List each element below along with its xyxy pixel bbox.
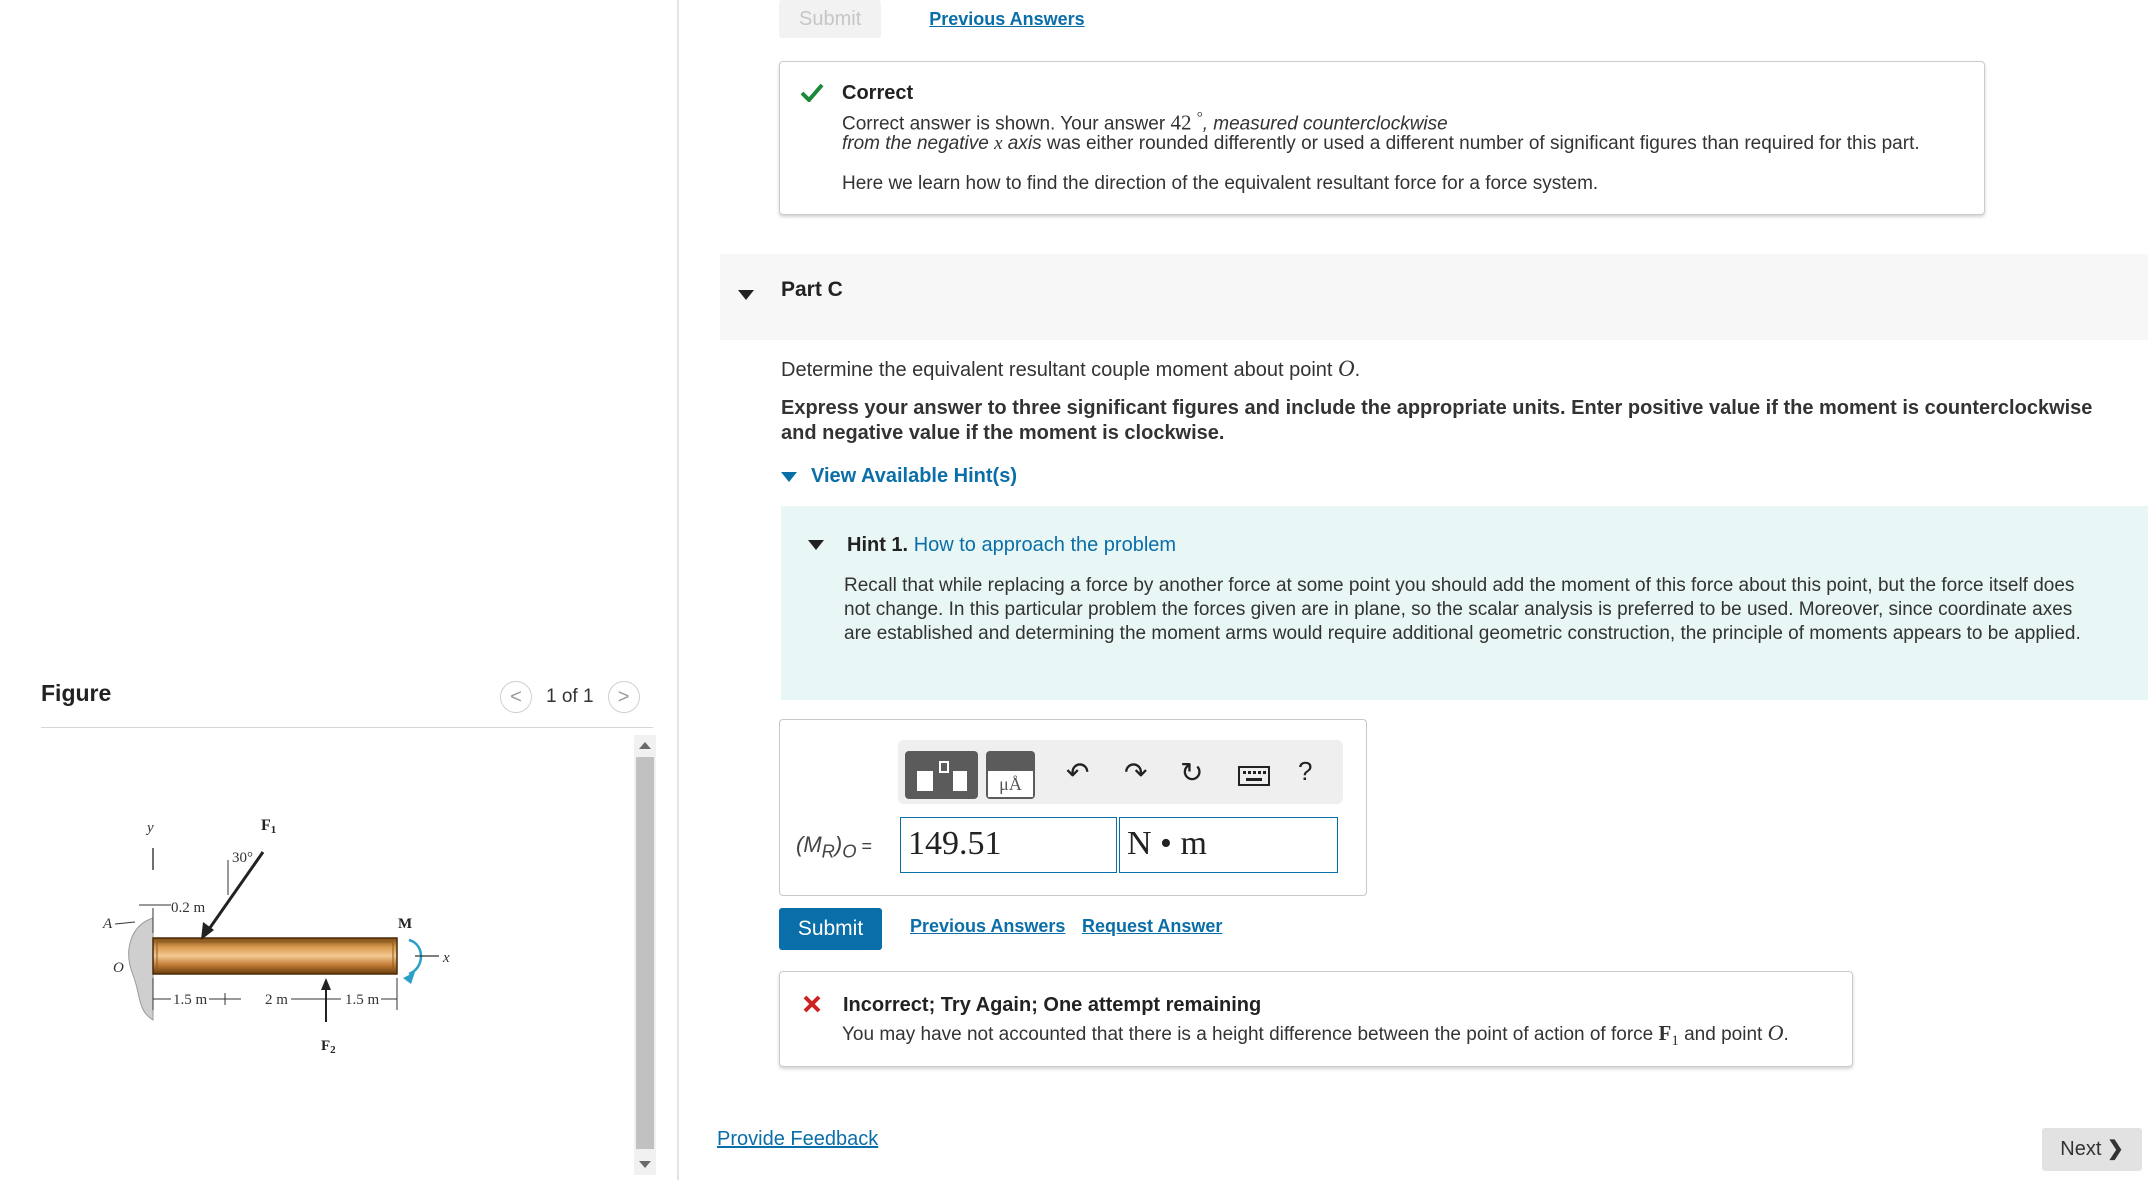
figure-page-indicator: 1 of 1 bbox=[546, 686, 594, 707]
undo-icon[interactable]: ↶ bbox=[1066, 757, 1090, 788]
moment-m-label: M bbox=[398, 916, 413, 932]
beam-figure bbox=[41, 800, 601, 1080]
dim-label-02: 0.2 m bbox=[171, 900, 206, 916]
point-a-label: A bbox=[103, 916, 113, 932]
request-answer-link[interactable]: Request Answer bbox=[1082, 916, 1223, 936]
cross-icon bbox=[802, 994, 822, 1019]
keyboard-icon[interactable] bbox=[1238, 766, 1270, 791]
help-icon[interactable]: ? bbox=[1298, 756, 1313, 786]
chevron-right-icon: ❯ bbox=[2106, 1138, 2124, 1160]
hint-title[interactable]: Hint 1. How to approach the problem bbox=[847, 534, 1177, 556]
part-c-label: Part C bbox=[781, 278, 843, 301]
answer-label: $(M_R)_O$ = bbox=[796, 832, 873, 862]
submit-button-disabled[interactable]: Submit bbox=[779, 0, 881, 38]
figure-divider bbox=[41, 727, 653, 728]
caret-down-icon bbox=[781, 472, 797, 482]
provide-feedback-link[interactable]: Provide Feedback bbox=[717, 1128, 879, 1150]
dim-label-d1: 1.5 m bbox=[173, 992, 208, 1008]
dim-label-d2: 2 m bbox=[265, 992, 288, 1008]
reset-icon[interactable]: ↻ bbox=[1180, 757, 1204, 788]
beam bbox=[153, 938, 397, 974]
scroll-down-icon[interactable] bbox=[639, 1161, 651, 1168]
correct-line3: Here we learn how to find the direction of the equivalent resultant force for a force system. bbox=[842, 173, 1599, 194]
incorrect-feedback-box bbox=[779, 971, 1853, 1067]
correct-line2: from the negative x axis was either rounded differently or used a different number of significant figures than required for this part. bbox=[842, 133, 1920, 154]
dim-label-d3: 1.5 m bbox=[345, 992, 380, 1008]
angle-label: 30° bbox=[232, 850, 253, 866]
figure-title: Figure bbox=[41, 680, 112, 706]
answer-value-input[interactable]: 149.51 bbox=[900, 817, 1117, 873]
hint-text: Recall that while replacing a force by another force at some point you should add the moment of this force about this point, but the force itself does not change. In this particular problem the forces given are in plane, so the scalar analysis is preferred to be used. Moreover, since coordinate axes are established and determining the moment arms would require additional geometric construction, the principle of moments appears to be applied. bbox=[844, 575, 2081, 644]
chevron-left-icon: < bbox=[510, 685, 522, 708]
answer-panel bbox=[779, 719, 1367, 896]
force-f2-label: $F_2$ bbox=[321, 1038, 336, 1056]
part-c-instruction: Express your answer to three significant figures and include the appropriate units. Enter positive value if the moment is counterclockwise and negative value if the moment is clockwise. bbox=[781, 397, 2093, 444]
view-hints-toggle[interactable] bbox=[781, 465, 1017, 488]
part-c-question: Determine the equivalent resultant couple moment about point O. bbox=[781, 356, 1361, 381]
part-c-header[interactable] bbox=[720, 254, 2148, 340]
templates-icon[interactable] bbox=[905, 751, 978, 799]
correct-title: Correct bbox=[842, 82, 914, 104]
scroll-up-icon[interactable] bbox=[639, 742, 651, 749]
answer-units-input[interactable]: N • m bbox=[1119, 817, 1338, 873]
previous-answers-link-2[interactable]: Previous Answers bbox=[910, 916, 1066, 936]
prev-figure-button[interactable] bbox=[500, 681, 532, 713]
previous-answers-link[interactable]: Previous Answers bbox=[929, 8, 1085, 29]
figure-scrollbar[interactable] bbox=[634, 735, 656, 1175]
top-actions bbox=[779, 0, 1085, 38]
origin-o-label: O bbox=[113, 960, 124, 976]
view-hints-label[interactable]: View Available Hint(s) bbox=[811, 465, 1017, 487]
moment-m-arrow bbox=[409, 940, 421, 974]
y-axis-label: y bbox=[147, 820, 154, 836]
chevron-right-icon: > bbox=[617, 685, 630, 708]
scrollbar-thumb[interactable] bbox=[636, 757, 654, 1149]
panel-divider bbox=[677, 0, 679, 1180]
next-figure-button[interactable] bbox=[608, 681, 640, 713]
incorrect-text: You may have not accounted that there is a height difference between the point of action of force $F_1$ and point O. bbox=[842, 1020, 1789, 1049]
submit-button[interactable]: Submit bbox=[779, 908, 882, 950]
figure-pager bbox=[500, 680, 640, 714]
next-button[interactable]: Next ❯ bbox=[2042, 1128, 2142, 1171]
redo-icon[interactable]: ↷ bbox=[1124, 757, 1148, 788]
hint-panel bbox=[781, 506, 2148, 700]
caret-down-icon[interactable] bbox=[808, 540, 824, 550]
wall-support bbox=[129, 918, 153, 1020]
correct-line1: Correct answer is shown. Your answer 42 °, measured counterclockwise bbox=[842, 110, 1448, 135]
incorrect-title: Incorrect; Try Again; One attempt remaining bbox=[843, 994, 1262, 1016]
math-toolbar bbox=[898, 740, 1343, 804]
x-axis-label: x bbox=[443, 950, 450, 966]
correct-feedback-box bbox=[779, 61, 1985, 215]
units-icon[interactable]: μÅ bbox=[986, 751, 1035, 799]
checkmark-icon bbox=[800, 82, 824, 107]
caret-down-icon[interactable] bbox=[738, 290, 754, 300]
force-f1-label: F1 bbox=[261, 817, 277, 836]
